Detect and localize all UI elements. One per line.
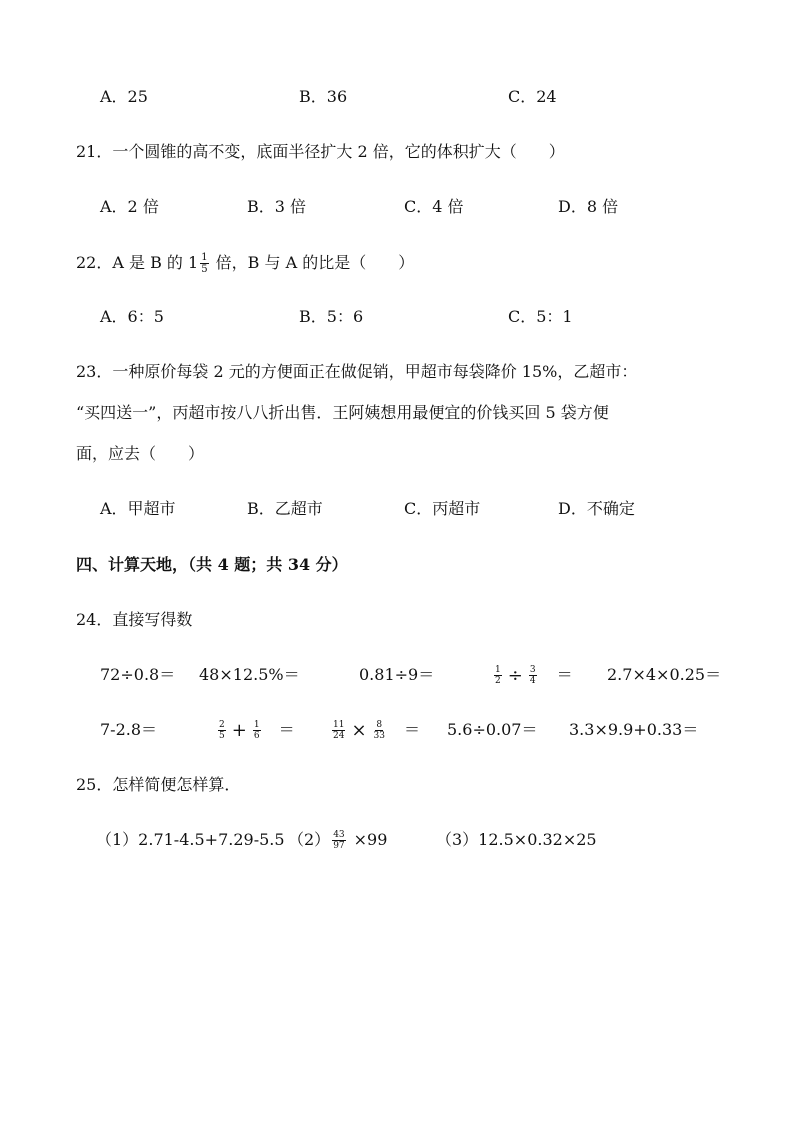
q25-part-2-rest: ×99 (353, 830, 388, 849)
q24-r1-frac-1-num: 1 (495, 665, 501, 675)
q24-r2-frac-1-num: 2 (219, 720, 225, 730)
q22-option-b: B．5：6 (299, 307, 364, 326)
q22-option-c: C．5：1 (508, 307, 573, 326)
q23-option-a: A．甲超市 (100, 499, 176, 518)
q24-r2-frac-4-den: 33 (373, 731, 385, 741)
q22-prefix: 22．A 是 B 的 (76, 253, 189, 272)
q21-question: 21．一个圆锥的高不变，底面半径扩大 2 倍，它的体积扩大（ ） (76, 142, 565, 161)
q22-frac-num: 1 (201, 252, 208, 263)
q22-frac-den: 5 (201, 264, 208, 275)
q22-question (76, 252, 414, 275)
q24-r2-frac-2-den: 6 (253, 731, 260, 741)
q24-r1-frac-2 (529, 665, 537, 686)
q25-part-1: （1）2.71-4.5+7.29-5.5 (96, 830, 285, 849)
q25-part-2-fraction (332, 830, 345, 851)
q24-r2-frac-1-den: 5 (219, 731, 225, 741)
q25-part-2 (288, 823, 387, 857)
q25-title: 25．怎样简便怎样算． (76, 775, 241, 794)
q20-option-b: B．36 (299, 87, 348, 106)
q24-r1-frac-1 (494, 665, 502, 686)
q24-title: 24．直接写得数 (76, 610, 193, 629)
q22-whole: 1 (188, 253, 199, 272)
q24-r2-frac-3 (332, 720, 345, 741)
q25-part-2-num: 43 (333, 830, 345, 840)
q24-r1-expr-5: 2.7×4×0.25＝ (607, 665, 722, 684)
q20-option-a: A．25 (100, 87, 148, 106)
q21-option-b: B．3 倍 (247, 197, 307, 216)
q24-r1-op: ÷ (507, 664, 523, 686)
q24-r2-op-2: × (351, 719, 367, 741)
q23-option-b: B．乙超市 (247, 499, 323, 518)
q24-r2-frac-2 (253, 720, 261, 741)
q25-part-2-label: （2） (288, 830, 331, 849)
q24-r2-frac-4 (373, 720, 386, 741)
q24-r2-frac-4-num: 8 (376, 720, 383, 730)
q21-option-a: A．2 倍 (100, 197, 159, 216)
q24-r1-eq: ＝ (556, 665, 573, 684)
q24-r2-expr-2 (216, 713, 295, 748)
q24-r2-expr-3 (330, 713, 420, 748)
q22-suffix: 倍，B 与 A 的比是（ ） (210, 253, 415, 272)
q24-r2-expr-4: 5.6÷0.07＝ (447, 720, 538, 739)
q24-r2-frac-3-num: 11 (333, 720, 345, 730)
q24-r1-frac-1-den: 2 (495, 676, 501, 686)
q25-part-3: （3）12.5×0.32×25 (436, 830, 597, 849)
q22-option-a: A．6：5 (100, 307, 164, 326)
q24-r2-frac-1 (218, 720, 226, 741)
q24-r1-frac-2-num: 3 (529, 665, 536, 675)
q25-part-2-den: 97 (333, 841, 345, 851)
q24-r2-frac-2-num: 1 (253, 720, 260, 730)
q24-r2-expr-1: 7-2.8＝ (100, 720, 158, 739)
q24-r2-op-1: + (231, 719, 247, 741)
q22-fraction (200, 252, 208, 275)
q23-option-d: D．不确定 (558, 499, 635, 518)
q21-option-d: D．8 倍 (558, 197, 619, 216)
q24-r2-eq-1: ＝ (278, 720, 295, 739)
q21-option-c: C．4 倍 (404, 197, 464, 216)
q24-r1-expr-1: 72÷0.8＝ (100, 665, 176, 684)
section-4-title: 四、计算天地，（共 4 题；共 34 分） (76, 555, 348, 574)
q20-option-c: C．24 (508, 87, 557, 106)
q24-r1-expr-2: 48×12.5%＝ (199, 665, 300, 684)
q23-option-c: C．丙超市 (404, 499, 481, 518)
q23-line-1: 23．一种原价每袋 2 元的方便面正在做促销，甲超市每袋降价 15%，乙超市： (76, 362, 638, 381)
q24-r2-frac-3-den: 24 (333, 731, 345, 741)
q23-line-2: “买四送一”，丙超市按八八折出售．王阿姨想用最便宜的价钱买回 5 袋方便 (76, 403, 609, 422)
q24-r1-expr-3: 0.81÷9＝ (359, 665, 435, 684)
q24-r2-eq-2: ＝ (404, 720, 421, 739)
q24-r2-expr-5: 3.3×9.9+0.33＝ (569, 720, 699, 739)
q24-r1-expr-4 (492, 658, 573, 693)
q23-line-3: 面，应去（ ） (76, 444, 205, 463)
q24-r1-frac-2-den: 4 (529, 676, 536, 686)
